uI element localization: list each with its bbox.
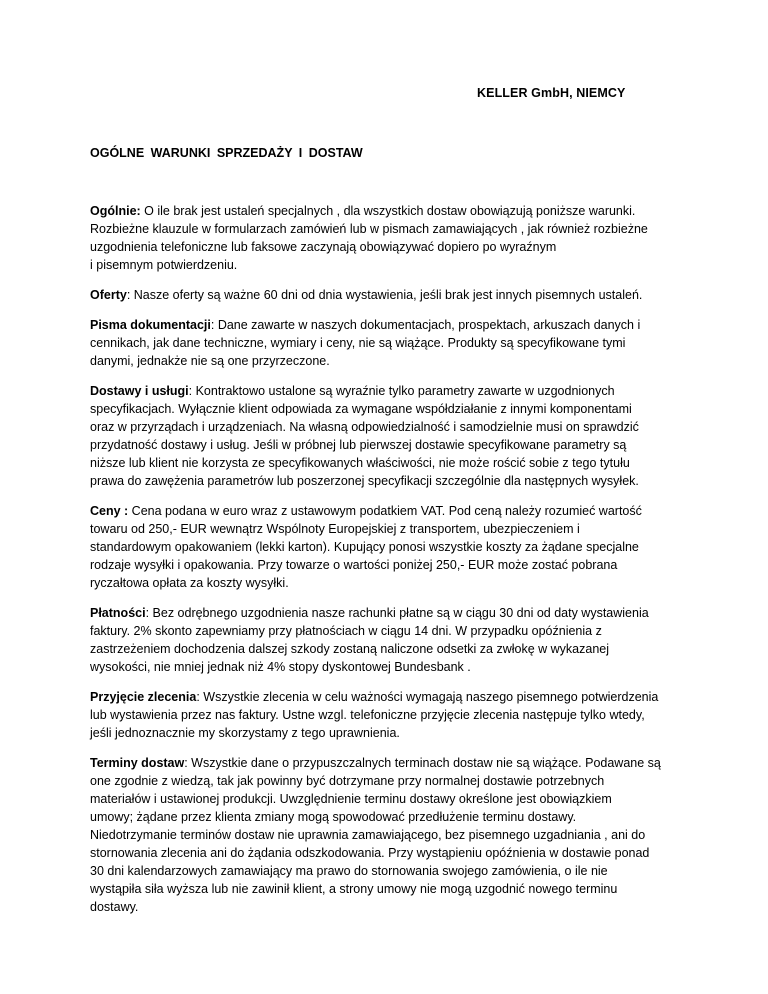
section-label: Oferty xyxy=(90,288,127,302)
section-line: stornowania zlecenia ani do żądania odszkodowania. Przy wystąpieniu opóźnienia w dostawie ponad xyxy=(90,846,650,860)
section-delivery-terms xyxy=(90,754,690,916)
section-line: dostawy. xyxy=(90,900,139,914)
section-line: faktury. 2% skonto zapewniamy przy płatnościach w ciągu 14 dni. W przypadku opóźnienia z xyxy=(90,624,602,638)
section-label: Dostawy i usługi xyxy=(90,384,189,398)
section-label: Pisma dokumentacji xyxy=(90,318,211,332)
section-line: niższe lub klient nie korzysta ze specyfikowanych właściwości, nie może rościć sobie z tego tytułu xyxy=(90,456,630,470)
section-line: Oferty: Nasze oferty są ważne 60 dni od dnia wystawienia, jeśli brak jest innych pisemnych ustaleń. xyxy=(90,288,643,302)
section-general xyxy=(90,202,690,274)
section-line: lub wystawienia przez nas faktury. Ustne wzgl. telefoniczne przyjęcie zlecenia następuje tylko wtedy, xyxy=(90,708,645,722)
section-line: Niedotrzymanie terminów dostaw nie uprawnia zamawiającego, bez pisemnego uzgadniania , ani do xyxy=(90,828,646,842)
section-payments xyxy=(90,604,690,676)
section-deliveries xyxy=(90,382,690,490)
section-line: Płatności: Bez odrębnego uzgodnienia nasze rachunki płatne są w ciągu 30 dni od daty wystawienia xyxy=(90,606,649,620)
section-line: oraz w przyrządach i urządzeniach. Na własną odpowiedzialność i samodzielnie musi on sprawdzić xyxy=(90,420,639,434)
section-label: Ogólnie: xyxy=(90,204,141,218)
section-line: Ogólnie: O ile brak jest ustaleń specjalnych , dla wszystkich dostaw obowiązują poniższe warunki. xyxy=(90,204,636,218)
section-line: przydatność dostawy i usług. Jeśli w próbnej lub pierwszej dostawie specyfikowane parametry są xyxy=(90,438,627,452)
section-label: Ceny : xyxy=(90,504,129,518)
section-label: Terminy dostaw xyxy=(90,756,185,770)
section-line: ryczałtowa opłata za koszty wysyłki. xyxy=(90,576,289,590)
section-label: Płatności xyxy=(90,606,146,620)
section-line: Pisma dokumentacji: Dane zawarte w naszych dokumentacjach, prospektach, arkuszach danych i xyxy=(90,318,641,332)
section-line: standardowym opakowaniem (lekki karton). Kupujący ponosi wszystkie koszty za żądane specjalne xyxy=(90,540,639,554)
section-line: specyfikacjach. Wyłącznie klient odpowiada za wymagane współdziałanie z innymi komponentami xyxy=(90,402,632,416)
section-line: Przyjęcie zlecenia: Wszystkie zlecenia w celu ważności wymagają naszego pisemnego potwierdzenia xyxy=(90,690,659,704)
section-line: umowy; żądane przez klienta zmiany mogą spowodować przedłużenie terminu dostawy. xyxy=(90,810,577,824)
section-line: zastrzeżeniem dochodzenia dalszej szkody zostaną naliczone odsetki za zwłokę w wykazanej xyxy=(90,642,610,656)
section-line: wysokości, nie mniej jednak niż 4% stopy dyskontowej Bundesbank . xyxy=(90,660,471,674)
section-line: jeśli jednoznacznie my skorzystamy z tego uprawnienia. xyxy=(90,726,400,740)
section-line: materiałów i ustawionej produkcji. Uwzględnienie terminu dostawy określone jest obowiązkiem xyxy=(90,792,612,806)
section-line: wystąpiła siła wyższa lub nie zawinił klient, a strony umowy nie mogą uzgodnić nowego terminu xyxy=(90,882,618,896)
section-line: one zgodnie z wiedzą, tak jak powinny być dotrzymane przy normalnej dostawie potrzebnych xyxy=(90,774,605,788)
section-line: towaru od 250,- EUR wewnątrz Wspólnoty Europejskiej z transportem, ubezpieczeniem i xyxy=(90,522,580,536)
section-line: Rozbieżne klauzule w formularzach zamówień lub w pismach zamawiających , jak również rozbieżne xyxy=(90,222,648,236)
section-prices xyxy=(90,502,690,592)
company-name: KELLER GmbH, NIEMCY xyxy=(477,86,626,100)
section-line: Dostawy i usługi: Kontraktowo ustalone są wyraźnie tylko parametry zawarte w uzgodnionych xyxy=(90,384,615,398)
section-order-acceptance xyxy=(90,688,690,742)
document-body xyxy=(90,202,690,928)
section-line: Ceny : Cena podana w euro wraz z ustawowym podatkiem VAT. Pod ceną należy rozumieć wartość xyxy=(90,504,642,518)
section-line: cennikach, jak dane techniczne, wymiary i ceny, nie są wiążące. Produkty są specyfikowane tymi xyxy=(90,336,626,350)
section-label: Przyjęcie zlecenia xyxy=(90,690,197,704)
section-documentation xyxy=(90,316,690,370)
document-title: OGÓLNE WARUNKI SPRZEDAŻY I DOSTAW xyxy=(90,146,363,160)
section-line: Terminy dostaw: Wszystkie dane o przypuszczalnych terminach dostaw nie są wiążące. Podawane są xyxy=(90,756,661,770)
section-line: prawa do zawężenia parametrów lub poszerzonej specyfikacji szczególnie dla następnych wysyłek. xyxy=(90,474,639,488)
section-line: rodzaje wysyłki i opakowania. Przy towarze o wartości poniżej 250,- EUR może zostać pobrana xyxy=(90,558,618,572)
section-line: danymi, jednakże nie są one przyrzeczone. xyxy=(90,354,330,368)
section-line: i pisemnym potwierdzeniu. xyxy=(90,258,238,272)
section-line: 30 dni kalendarzowych zamawiający ma prawo do stornowania swojego zamówienia, o ile nie xyxy=(90,864,608,878)
section-offers xyxy=(90,286,690,304)
section-line: uzgodnienia telefoniczne lub faksowe zaczynają obowiązywać dopiero po wyraźnym xyxy=(90,240,557,254)
